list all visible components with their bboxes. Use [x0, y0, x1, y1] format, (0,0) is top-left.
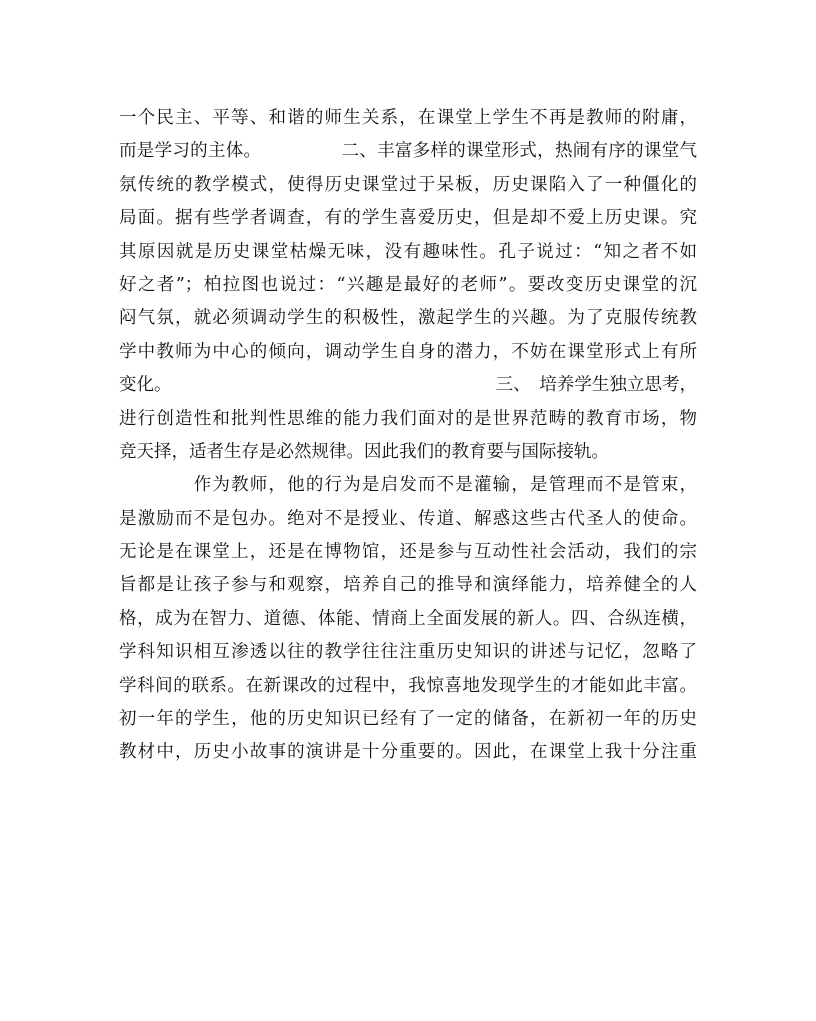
text-line: 竞天择，适者生存是必然规律。因此我们的教育要与国际接轨。: [119, 441, 609, 462]
text-line: 而是学习的主体。 二、丰富多样的课堂形式，热闹有序的课堂气: [119, 141, 697, 162]
text-line: 一个民主、平等、和谐的师生关系，在课堂上学生不再是教师的附庸，: [119, 108, 697, 128]
text-line: 其原因就是历史课堂枯燥无味，没有趣味性。孔子说过：“知之者不如: [119, 241, 697, 262]
text-line: 局面。据有些学者调查，有的学生喜爱历史，但是却不爱上历史课。究: [119, 208, 697, 229]
text-line: 格，成为在智力、道德、体能、情商上全面发展的新人。四、合纵连横，: [119, 608, 697, 629]
text-line: 旨都是让孩子参与和观察，培养自己的推导和演绎能力，培养健全的人: [119, 575, 697, 596]
text-line: 无论是在课堂上，还是在博物馆，还是参与互动性社会活动，我们的宗: [119, 542, 697, 563]
text-line: 学科间的联系。在新课改的过程中，我惊喜地发现学生的才能如此丰富。: [119, 675, 697, 696]
text-line: 进行创造性和批判性思维的能力我们面对的是世界范畴的教育市场，物: [119, 408, 697, 429]
text-line: 是激励而不是包办。绝对不是授业、传道、解惑这些古代圣人的使命。: [119, 508, 697, 529]
text-line: 变化。 三、 培养学生独立思考，: [119, 375, 697, 396]
text-line: 教材中，历史小故事的演讲是十分重要的。因此，在课堂上我十分注重: [119, 742, 697, 763]
text-line: 好之者”；柏拉图也说过：“兴趣是最好的老师”。要改变历史课堂的沉: [119, 274, 697, 295]
text-line: 闷气氛，就必须调动学生的积极性，激起学生的兴趣。为了克服传统教: [119, 308, 697, 329]
text-line: 氛传统的教学模式，使得历史课堂过于呆板，历史课陷入了一种僵化的: [119, 174, 697, 195]
text-line: 初一年的学生，他的历史知识已经有了一定的储备，在新初一年的历史: [119, 709, 697, 730]
body-text: [119, 102, 697, 770]
text-line: 学中教师为中心的倾向，调动学生自身的潜力，不妨在课堂形式上有所: [119, 341, 697, 362]
text-line: 作为教师，他的行为是启发而不是灌输，是管理而不是管束，: [119, 475, 697, 496]
text-line: 学科知识相互渗透以往的教学往往注重历史知识的讲述与记忆，忽略了: [119, 642, 697, 663]
